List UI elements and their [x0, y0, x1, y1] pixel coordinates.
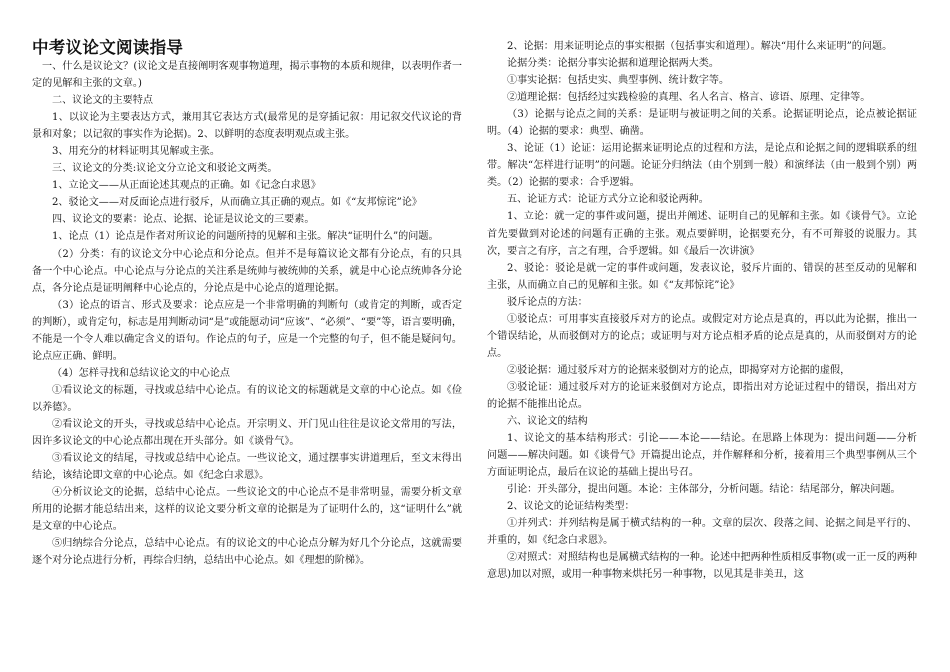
paragraph: （3）论点的语言、形式及要求：论点应是一个非常明确的判断句（或肯定的判断，或否定的判断），或肯定句，标志是用判断动词“是”或能愿动词“应该”、“必须”、“要”等，语言要明确，不能是一个令人难以确定含义的语句。作论点的句子，应是一个完整的句子，但不能是疑问句。论点应正确、鲜明。: [32, 299, 462, 362]
paragraph: ①驳论点：可用事实直接驳斥对方的论点。或假定对方论点是真的，再以此为论据，推出一个错误结论，从而驳倒对方的论点；或证明与对方论点相矛盾的论点是真的，从而驳倒对方的论点。: [487, 313, 917, 359]
paragraph: 六、议论文的结构: [507, 416, 588, 428]
paragraph: 论据分类：论据分事实论据和道理论据两大类。: [507, 58, 719, 70]
document-title: 中考议论文阅读指导: [32, 38, 184, 57]
paragraph: ④分析议论文的论据，总结中心论点。一些议论文的中心论点不是非常明显，需要分析文章所用的论据才能总结出来，这样的议论文要分析文章的论据是为了证明什么的，这“证明什么”就是文章的中心论点。: [32, 487, 462, 533]
left-column: [32, 38, 462, 569]
paragraph: 3、论证（1）论证：运用论据来证明论点的过程和方法，是论点和论据之间的逻辑联系的纽带。解决“怎样进行证明”的问题。论证分归纳法（由个别到一般）和演绎法（由一般到个别）两类。（2）论据的要求：合乎逻辑。: [487, 143, 917, 189]
paragraph: 二、议论文的主要特点: [52, 95, 153, 107]
paragraph: 一、什么是议论文？(议论文是直接阐明客观事物道理，揭示事物的本质和规律，以表明作者一定的见解和主张的文章。): [32, 61, 462, 90]
paragraph: 四、议论文的要素：论点、论据、论证是议论文的三要素。: [52, 214, 315, 226]
paragraph: ②对照式：对照结构也是属横式结构的一种。论述中把两种性质相反事物(或一正一反的两种意思)加以对照，或用一种事物来烘托另一种事物，以见其是非美丑，这: [487, 552, 917, 581]
paragraph: ①看议论文的标题，寻找或总结中心论点。有的议论文的标题就是文章的中心论点。如《俭以养德》。: [32, 384, 462, 413]
paragraph: 2、驳论：驳论是就一定的事件或问题，发表议论，驳斥片面的、错误的甚至反动的见解和主张，从而确立自己的见解和主张。如《“友邦惊诧”论》: [487, 262, 917, 291]
paragraph: 三、议论文的分类:议论文分立论文和驳论文两类。: [52, 163, 278, 175]
paragraph: 2、驳论文——对反面论点进行驳斥，从而确立其正确的观点。如《“友邦惊诧”论》: [52, 197, 423, 209]
paragraph: 1、议论文的基本结构形式：引论——本论——结论。在思路上体现为：提出问题——分析问题——解决问题。如《谈骨气》开篇提出论点，并作解释和分析，接着用三个典型事例从三个方面证明论点，最后在议论的基础上提出号召。: [487, 433, 917, 479]
paragraph: 1、以议论为主要表达方式，兼用其它表达方式(最常见的是穿插记叙：用记叙交代议论的背景和对象；以记叙的事实作为论据)。2、以鲜明的态度表明观点或主张。: [32, 112, 462, 141]
paragraph: （4）怎样寻找和总结议论文的中心论点: [52, 367, 231, 379]
right-column-body: [487, 38, 917, 584]
left-column-body: [32, 58, 462, 569]
paragraph: 引论：开头部分，提出问题。本论：主体部分，分析问题。结论：结尾部分，解决问题。: [507, 484, 901, 496]
paragraph: （3）论据与论点之间的关系：是证明与被证明之间的关系。论据证明论点，论点被论据证明。（4）论据的要求：典型、确凿。: [487, 109, 917, 138]
paragraph: ①事实论据：包括史实、典型事例、统计数字等。: [507, 75, 730, 87]
paragraph: 1、立论文——从正面论述其观点的正确。如《记念白求恩》: [52, 180, 321, 192]
paragraph: 3、用充分的材料证明其见解或主张。: [52, 146, 220, 158]
right-column: [487, 38, 917, 584]
paragraph: ②看议论文的开头，寻找或总结中心论点。开宗明义、开门见山往往是议论文常用的写法，因许多议论文的中心论点都出现在开头部分。如《谈骨气》。: [32, 418, 462, 448]
paragraph: 2、议论文的论证结构类型：: [507, 501, 635, 513]
paragraph: ②道理论据：包括经过实践检验的真理、名人名言、格言、谚语、原理、定律等。: [507, 92, 871, 104]
paragraph: ⑤归纳综合分论点，总结中心论点。有的议论文的中心论点分解为好几个分论点，这就需要逐个对分论点进行分析，再综合归纳，总结出中心论点。如《理想的阶梯》。: [32, 538, 462, 567]
paragraph: ①并列式：并列结构是属于横式结构的一种。文章的层次、段落之间、论据之间是平行的、并重的，如《纪念白求恩》。: [487, 518, 917, 547]
paragraph: 1、论点（1）论点是作者对所议论的问题所持的见解和主张。解决“证明什么”的问题。: [52, 231, 439, 243]
paragraph: （2）分类：有的议论文分中心论点和分论点。但并不是每篇议论文都有分论点，有的只具备一个中心论点。中心论点与分论点的关注系是统帅与被统帅的关系，就是中心论点统帅各分论点，各分论点是证明阐释中心论点的，分论点是中心论点的道理论据。: [32, 248, 462, 294]
paragraph: 2、论据：用来证明论点的事实根据（包括事实和道理）。解决“用什么来证明”的问题。: [507, 41, 893, 52]
paragraph: 驳斥论点的方法：: [507, 296, 588, 308]
paragraph: ③驳论证：通过驳斥对方的论证来驳倒对方论点，即指出对方论证过程中的错误，指出对方的论据不能推出论点。: [487, 381, 917, 410]
paragraph: 五、论证方式：论证方式分立论和驳论两种。: [507, 194, 709, 206]
paragraph: ③看议论文的结尾，寻找或总结中心论点。一些议论文，通过摆事实讲道理后，至文末得出结论，该结论即文章的中心论点。如《纪念白求恩》。: [32, 453, 462, 482]
paragraph: ②驳论据：通过驳斥对方的论据来驳倒对方的论点，即揭穿对方论据的虚假，: [507, 364, 851, 376]
paragraph: 1、立论：就一定的事件或问题，提出并阐述、证明自己的见解和主张。如《谈骨气》。立论首先要做到对论述的问题有正确的主张。观点要鲜明，论据要充分，有不可辩驳的说服力。其次，要言之有序，言之有理，合乎逻辑。如《最后一次讲演》: [487, 211, 917, 257]
